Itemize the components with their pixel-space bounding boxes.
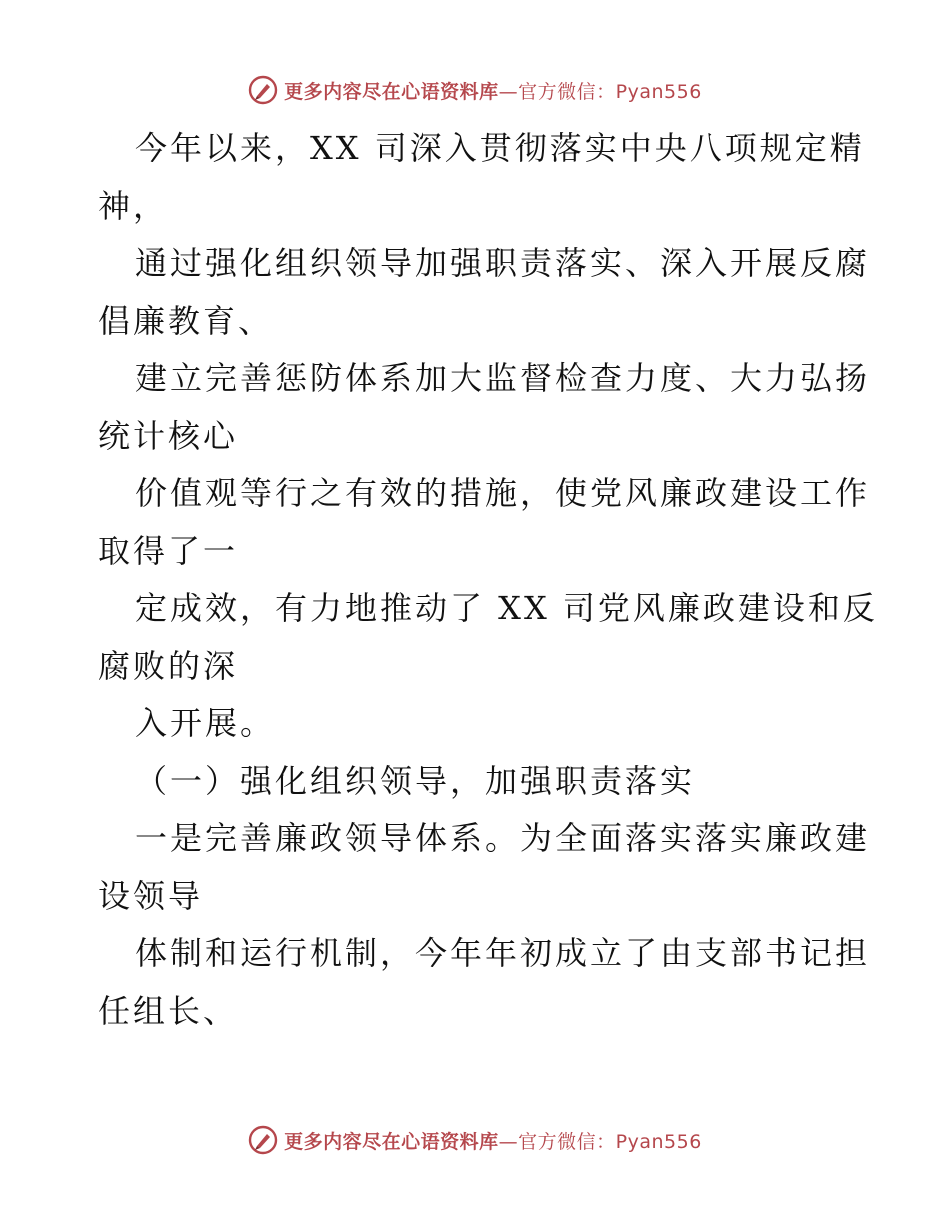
watermark-main: 更多内容尽在心语资料库 [284, 1130, 499, 1153]
paragraph-line: 任组长、 [98, 991, 239, 1030]
watermark-wechat: 官方微信：Pyan556 [518, 1130, 702, 1153]
paragraph-line: 价值观等行之有效的措施，使党风廉政建设工作 [135, 474, 871, 512]
watermark-text [284, 1127, 702, 1154]
watermark-wechat: 官方微信：Pyan556 [518, 80, 702, 103]
paragraph-line: 腐败的深 [98, 646, 239, 685]
paragraph-line: 通过强化组织领导加强职责落实、深入开展反腐 [135, 244, 871, 282]
document-body [98, 120, 878, 1040]
paragraph-line: 统计核心 [98, 416, 239, 455]
paragraph-line: 倡廉教育、 [98, 301, 274, 340]
paragraph-line: 建立完善惩防体系加大监督检查力度、大力弘扬 [135, 359, 871, 397]
watermark-dash: — [498, 1130, 519, 1153]
watermark-text [284, 77, 702, 104]
header-watermark [0, 70, 950, 110]
footer-watermark [0, 1120, 950, 1160]
section-heading: （一）强化组织领导，加强职责落实 [135, 761, 696, 800]
paragraph-line: 定成效，有力地推动了 XX 司党风廉政建设和反 [135, 589, 878, 627]
paragraph-line: 今年以来，XX 司深入贯彻落实中央八项规定精 [135, 129, 865, 167]
paragraph-line: 取得了一 [98, 531, 239, 570]
watermark-main: 更多内容尽在心语资料库 [284, 80, 499, 103]
pen-logo-icon [248, 75, 278, 105]
paragraph-line: 入开展。 [135, 704, 276, 742]
paragraph-line: 体制和运行机制，今年年初成立了由支部书记担 [135, 934, 871, 972]
paragraph-line: 一是完善廉政领导体系。为全面落实落实廉政建 [135, 819, 871, 857]
paragraph-line: 神， [98, 186, 169, 225]
watermark-dash: — [498, 80, 519, 103]
paragraph-line: 设领导 [98, 876, 204, 915]
pen-logo-icon [248, 1125, 278, 1155]
